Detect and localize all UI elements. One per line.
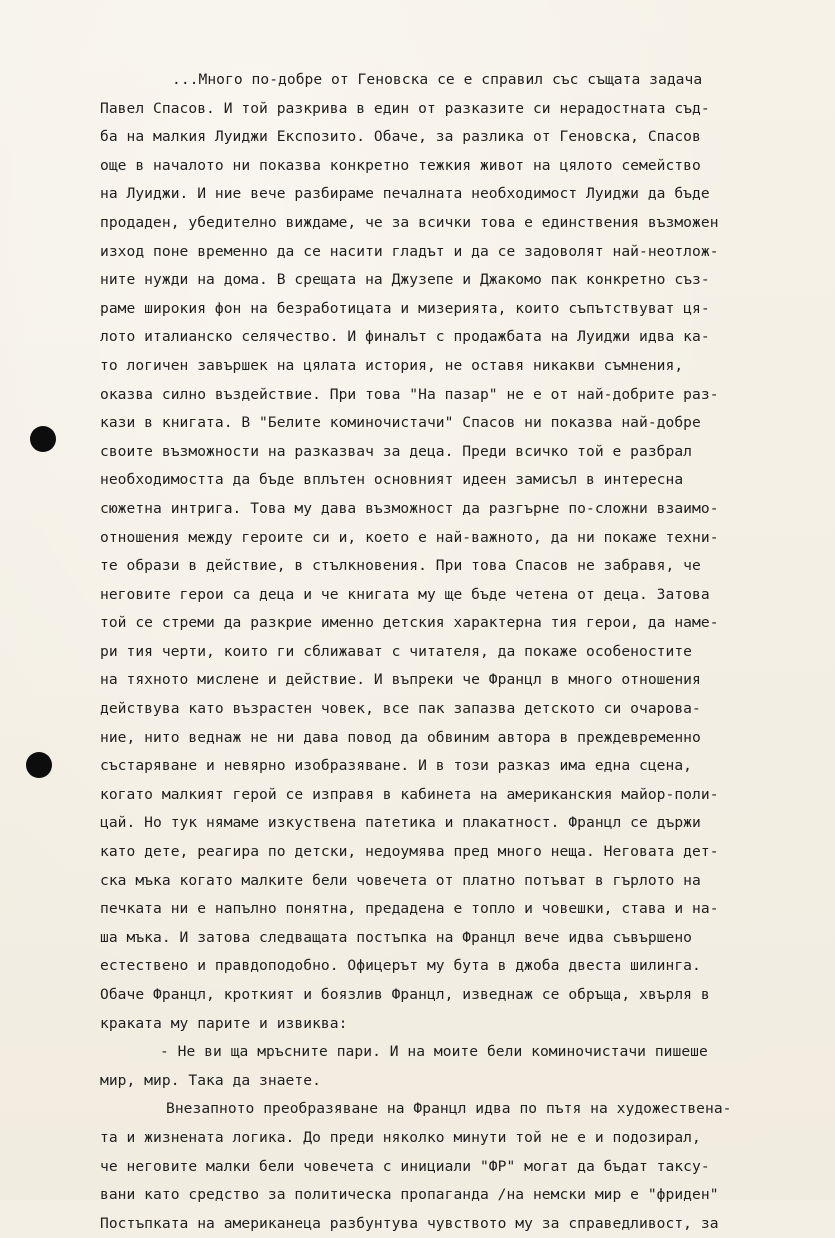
- punch-hole: [26, 752, 52, 778]
- text-line: действува като възрастен човек, все пак запазва детското си очарова-: [100, 700, 701, 718]
- text-line: ба на малкия Луиджи Експозито. Обаче, за разлика от Геновска, Спасов: [100, 128, 701, 146]
- text-line: раме широкия фон на безработицата и мизерията, които съпътствуват ця-: [100, 299, 710, 317]
- text-line: състаряване и невярно изобразяване. И в този разказ има една сцена,: [100, 757, 693, 775]
- text-line: мир, мир. Така да знаете.: [100, 1071, 321, 1089]
- text-line: на тяхното мислене и действие. И въпреки че Францл в много отношения: [100, 671, 701, 689]
- text-line: оказва силно въздействие. При това "На пазар" не е от най-добрите раз-: [100, 385, 719, 403]
- text-line: то логичен завършек на цялата история, не оставя никакви съмнения,: [100, 356, 684, 374]
- text-line: Постъпката на американеца разбунтува чувството му за справедливост, за: [100, 1214, 719, 1232]
- text-line: отношения между героите си и, което е най-важното, да ни покаже техни-: [100, 528, 719, 546]
- text-line: цай. Но тук нямаме изкуствена патетика и плакатност. Францл се държи: [100, 814, 701, 832]
- text-line: ска мъка когато малките бели човечета от платно потъват в гърлото на: [100, 871, 701, 889]
- text-line: вани като средство за политическа пропаганда /на немски мир е "фриден": [100, 1186, 719, 1204]
- text-line: когато малкият герой се изправя в кабинета на американския майор-поли-: [100, 785, 719, 803]
- text-line: ша мъка. И затова следващата постъпка на Францл вече идва съвършено: [100, 928, 693, 946]
- text-line: че неговите малки бели човечета с инициали "ФР" могат да бъдат таксу-: [100, 1157, 710, 1175]
- typewritten-text: [100, 66, 835, 1238]
- text-line: необходимостта да бъде вплътен основният идеен замисъл в интересна: [100, 471, 684, 489]
- text-line: още в началото ни показва конкретно тежкия живот на цялото семейство: [100, 156, 701, 174]
- text-line: краката му парите и извиква:: [100, 1014, 348, 1032]
- text-line: продаден, убедително виждаме, че за всички това е единствения възможен: [100, 213, 719, 231]
- punch-hole: [30, 426, 56, 452]
- text-line: та и жизнената логика. До преди няколко минути той не е и подозирал,: [100, 1128, 701, 1146]
- paragraph-first-line: Внезапното преобразяване на Францл идва по пътя на художествена-: [166, 1100, 732, 1118]
- text-line: лото италианско селячество. И финалът с продажбата на Луиджи идва ка-: [100, 328, 710, 346]
- text-line: печката ни е напълно понятна, предадена е топло и човешки, става и на-: [100, 900, 719, 918]
- text-line: ните нужди на дома. В срещата на Джузепе и Джакомо пак конкретно съз-: [100, 271, 710, 289]
- text-line: той се стреми да разкрие именно детския характерна тия герои, да наме-: [100, 614, 719, 632]
- dialogue-line: - Не ви ща мръсните пари. И на моите бели коминочистачи пишеше: [160, 1043, 708, 1061]
- text-line: сюжетна интрига. Това му дава възможност да разгърне по-сложни взаимо-: [100, 499, 719, 517]
- text-line: на Луиджи. И ние вече разбираме печалната необходимост Луиджи да бъде: [100, 185, 710, 203]
- text-line: Обаче Францл, кроткият и боязлив Францл, изведнаж се обръща, хвърля в: [100, 986, 710, 1003]
- text-line: неговите герои са деца и че книгата му ще бъде четена от деца. Затова: [100, 585, 710, 603]
- text-line: ние, нито веднаж не ни дава повод да обвиним автора в преждевременно: [100, 728, 701, 746]
- text-line: кази в книгата. В "Белите коминочистачи" Спасов ни показва най-добре: [100, 414, 701, 432]
- text-line: ри тия черти, които ги сближават с читателя, да покаже особеностите: [100, 642, 693, 660]
- text-line: естествено и правдоподобно. Офицерът му бута в джоба двеста шилинга.: [100, 957, 701, 975]
- text-line: своите възможности на разказвач за деца. Преди всичко той е разбрал: [100, 442, 693, 460]
- text-line: Павел Спасов. И той разкрива в един от разказите си нерадостната съд-: [100, 99, 710, 117]
- text-line: ...Много по-добре от Геновска се е справил със същата задача: [172, 71, 703, 88]
- text-line: те образи в действие, в стълкновения. При това Спасов не забравя, че: [100, 557, 701, 575]
- text-line: като дете, реагира по детски, недоумява пред много неща. Неговата дет-: [100, 843, 719, 861]
- text-line: изход поне временно да се насити гладът и да се задоволят най-неотлож-: [100, 242, 719, 260]
